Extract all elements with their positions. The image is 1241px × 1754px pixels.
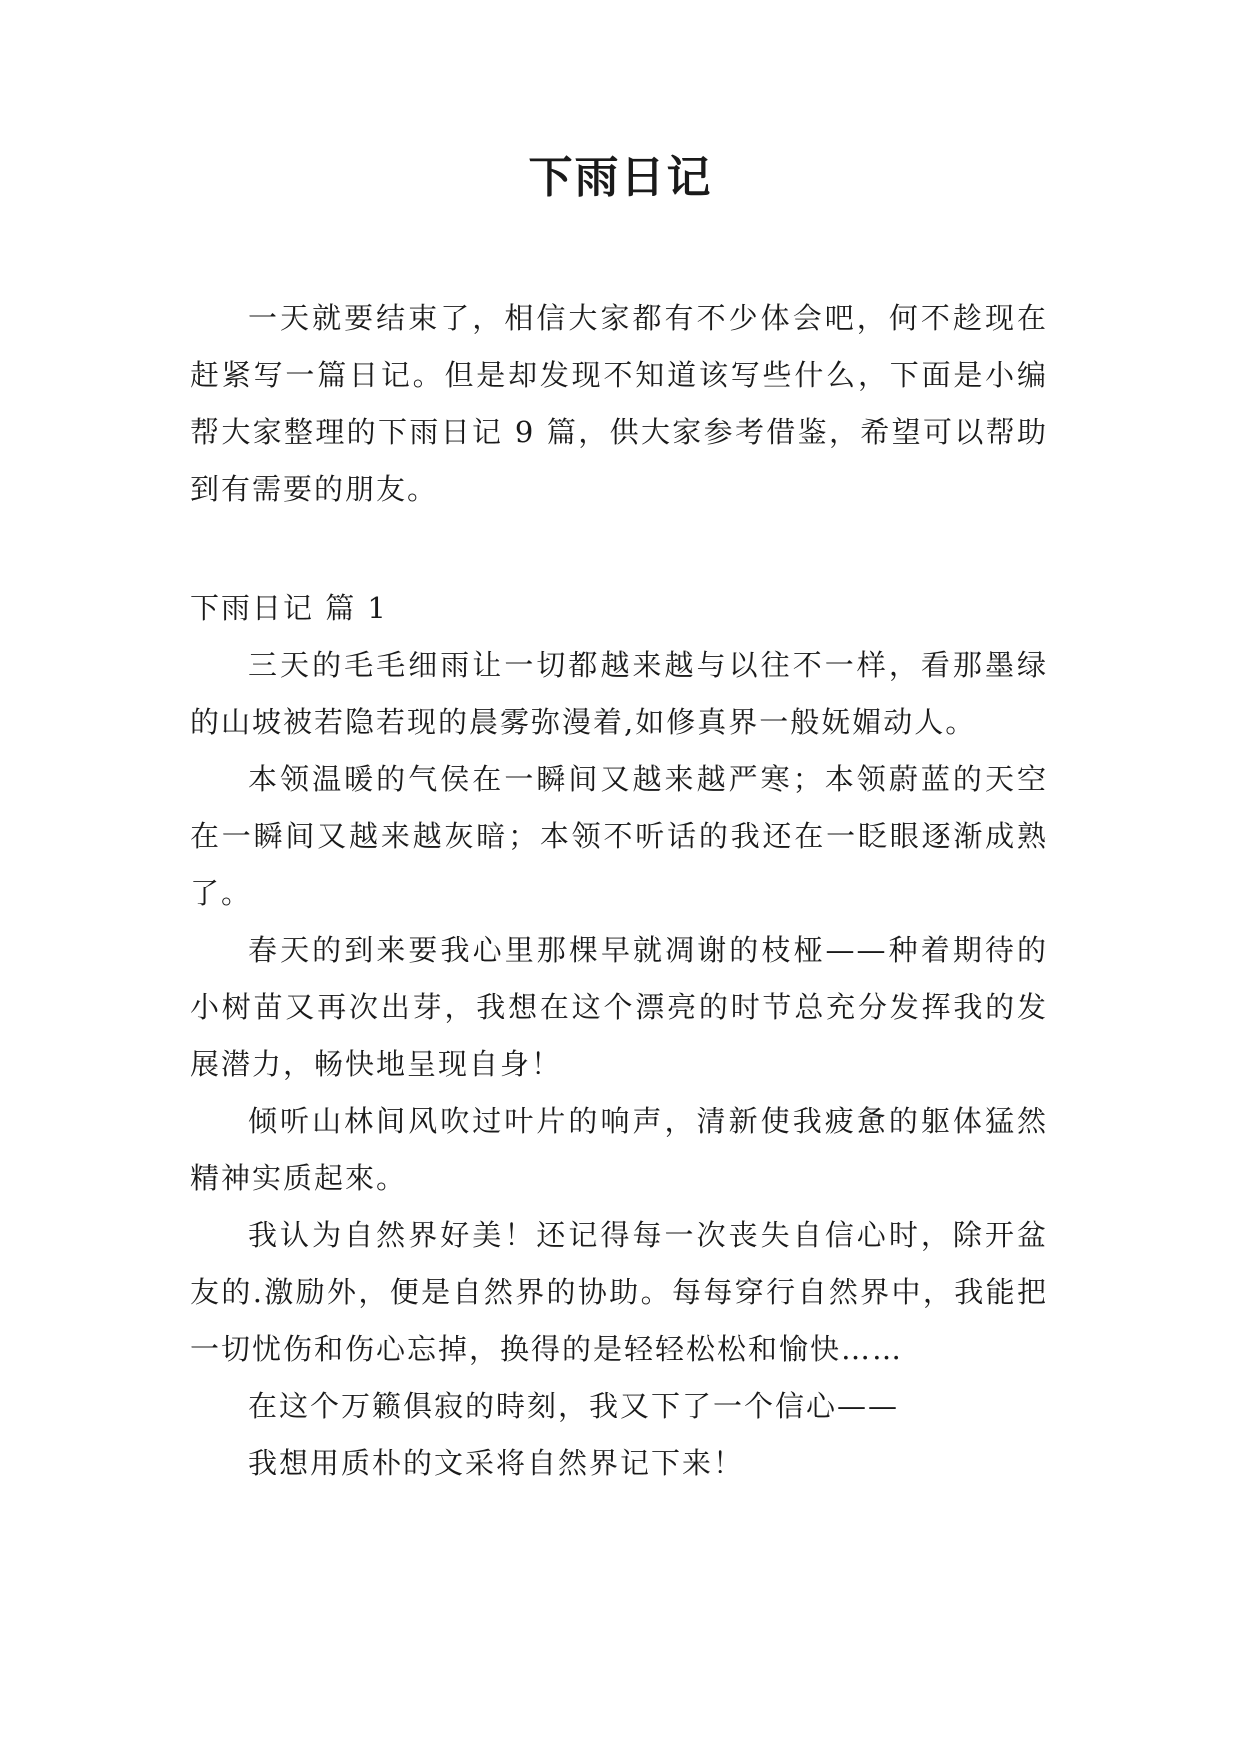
section-heading: 下雨日记 篇 1 bbox=[190, 591, 388, 625]
paragraph-4: 倾听山林间风吹过叶片的响声，清新使我疲惫的躯体猛然精神实质起來。 bbox=[190, 1104, 1048, 1195]
paragraph-5: 我认为自然界好美！还记得每一次丧失自信心时，除开盆友的.激励外，便是自然界的协助。每每穿行自然界中，我能把一切忧伤和伤心忘掉，换得的是轻轻松松和愉快…… bbox=[190, 1218, 1048, 1366]
paragraph-6: 在这个万籁俱寂的時刻，我又下了一个信心—— bbox=[248, 1389, 900, 1423]
paragraph-2: 本领温暖的气侯在一瞬间又越来越严寒；本领蔚蓝的天空在一瞬间又越来越灰暗；本领不听话的我还在一眨眼逐渐成熟了。 bbox=[190, 762, 1048, 910]
paragraph-3: 春天的到来要我心里那棵早就凋谢的枝桠——种着期待的小树苗又再次出芽，我想在这个漂亮的时节总充分发挥我的发展潜力，畅快地呈现自身！ bbox=[190, 933, 1048, 1081]
document-title: 下雨日记 bbox=[528, 152, 713, 203]
intro-paragraph: 一天就要结束了，相信大家都有不少体会吧，何不趁现在赶紧写一篇日记。但是却发现不知道该写些什么，下面是小编帮大家整理的下雨日记 9 篇，供大家参考借鉴，希望可以帮助到有需要的朋友。 bbox=[190, 301, 1048, 506]
intro-block bbox=[190, 290, 1048, 518]
diary-section-1 bbox=[190, 580, 1048, 1492]
paragraph-1: 三天的毛毛细雨让一切都越来越与以往不一样，看那墨绿的山坡被若隐若现的晨雾弥漫着,如修真界一般妩媚动人。 bbox=[190, 648, 1048, 739]
paragraph-7: 我想用质朴的文采将自然界记下来！ bbox=[248, 1446, 745, 1480]
